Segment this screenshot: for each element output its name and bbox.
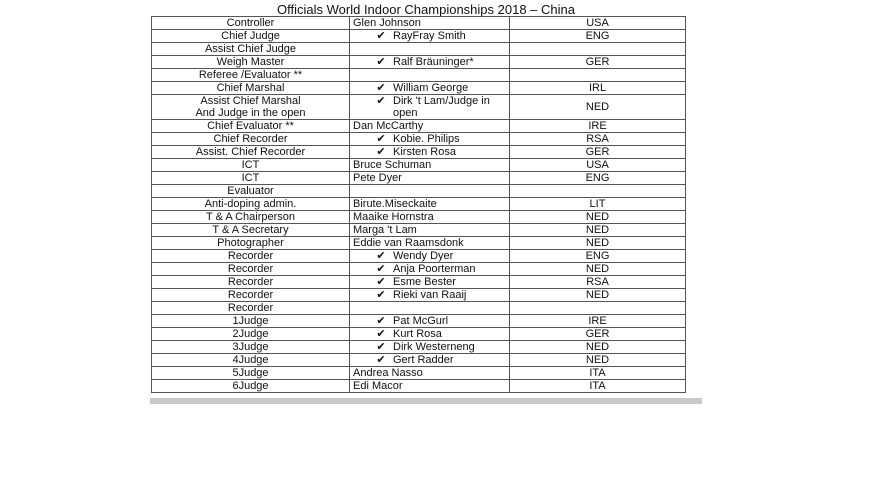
name-line <box>353 276 506 288</box>
name-line <box>353 354 506 366</box>
official-name: Wendy Dyer <box>393 250 454 262</box>
nationality-cell: NED <box>510 341 686 354</box>
official-name: Anja Poorterman <box>393 263 476 275</box>
checkmark-icon: ✔ <box>376 82 386 94</box>
name-cell <box>350 354 510 367</box>
role-cell <box>152 120 350 133</box>
name-line <box>353 341 506 353</box>
nationality-cell: USA <box>510 17 686 30</box>
official-name: open <box>393 107 418 119</box>
name-line <box>353 146 506 158</box>
nationality-cell: LIT <box>510 198 686 211</box>
role-cell <box>152 263 350 276</box>
checkmark-icon: ✔ <box>376 328 386 340</box>
name-cell <box>350 95 510 120</box>
checkmark-icon: ✔ <box>376 341 386 353</box>
role-label: Recorder <box>227 250 274 262</box>
role-cell <box>152 224 350 237</box>
official-name: Gert Radder <box>393 354 454 366</box>
official-name: Rieki van Raaij <box>393 289 467 301</box>
table-row <box>152 56 686 69</box>
role-cell <box>152 198 350 211</box>
name-line <box>353 133 506 145</box>
nationality-cell <box>510 69 686 82</box>
table-row <box>152 289 686 302</box>
name-cell <box>350 69 510 82</box>
name-cell <box>350 250 510 263</box>
name-cell <box>350 237 510 250</box>
name-line <box>353 172 506 184</box>
official-name: Birute.Miseckaite <box>353 198 437 210</box>
role-label: ICT <box>241 159 260 171</box>
table-row <box>152 185 686 198</box>
document-page <box>150 0 702 404</box>
name-line <box>353 120 506 132</box>
checkmark-icon: ✔ <box>376 263 386 275</box>
table-row <box>152 95 686 120</box>
checkmark-icon: ✔ <box>376 276 386 288</box>
table-row <box>152 263 686 276</box>
name-line <box>353 211 506 223</box>
table-row <box>152 315 686 328</box>
nationality-cell <box>510 185 686 198</box>
name-cell <box>350 159 510 172</box>
officials-table <box>151 16 686 393</box>
nationality-cell: IRL <box>510 82 686 95</box>
name-line <box>353 198 506 210</box>
name-line <box>353 263 506 275</box>
nationality-cell <box>510 43 686 56</box>
official-name: Pete Dyer <box>353 172 402 184</box>
checkmark-icon: ✔ <box>376 30 386 42</box>
name-line <box>353 30 506 42</box>
role-cell <box>152 17 350 30</box>
name-line <box>353 367 506 379</box>
role-label: Assist Chief Marshal <box>200 95 301 107</box>
nationality-cell: NED <box>510 211 686 224</box>
official-name: Marga 't Lam <box>353 224 417 236</box>
role-label: T & A Chairperson <box>205 211 296 223</box>
role-cell <box>152 185 350 198</box>
role-cell <box>152 133 350 146</box>
nationality-cell: NED <box>510 354 686 367</box>
table-row <box>152 82 686 95</box>
name-cell <box>350 302 510 315</box>
name-line <box>353 380 506 392</box>
name-cell <box>350 289 510 302</box>
nationality-cell: NED <box>510 95 686 120</box>
official-name: Pat McGurl <box>393 315 449 327</box>
role-label: 5Judge <box>232 367 269 379</box>
role-cell <box>152 237 350 250</box>
official-name: Ralf Bräuninger* <box>393 56 474 68</box>
table-row <box>152 159 686 172</box>
name-line <box>353 159 506 171</box>
name-cell <box>350 82 510 95</box>
official-name: Maaike Hornstra <box>353 211 434 223</box>
nationality-cell: RSA <box>510 133 686 146</box>
role-cell <box>152 354 350 367</box>
table-row <box>152 367 686 380</box>
role-cell <box>152 43 350 56</box>
name-cell <box>350 172 510 185</box>
name-line <box>353 82 506 94</box>
role-label: Evaluator <box>227 185 274 197</box>
checkmark-icon: ✔ <box>376 56 386 68</box>
official-name: Dirk 't Lam/Judge in <box>393 95 490 107</box>
role-cell <box>152 302 350 315</box>
role-label: 6Judge <box>232 380 269 392</box>
checkmark-icon: ✔ <box>376 250 386 262</box>
table-row <box>152 211 686 224</box>
nationality-cell <box>510 302 686 315</box>
name-line <box>353 56 506 68</box>
name-line <box>353 315 506 327</box>
name-cell <box>350 367 510 380</box>
role-label: Recorder <box>227 302 274 314</box>
name-cell <box>350 30 510 43</box>
table-row <box>152 198 686 211</box>
role-label: Referee /Evaluator ** <box>198 69 303 81</box>
official-name: Dirk Westerneng <box>393 341 475 353</box>
role-label: And Judge in the open <box>195 107 306 119</box>
official-name: Kurt Rosa <box>393 328 442 340</box>
name-cell <box>350 328 510 341</box>
role-label: Recorder <box>227 263 274 275</box>
checkmark-icon: ✔ <box>376 133 386 145</box>
role-cell <box>152 159 350 172</box>
role-cell <box>152 172 350 185</box>
nationality-cell: GER <box>510 328 686 341</box>
name-line <box>353 95 506 107</box>
nationality-cell: IRE <box>510 120 686 133</box>
table-row <box>152 302 686 315</box>
role-label: Chief Evaluator ** <box>207 120 294 132</box>
nationality-cell: RSA <box>510 276 686 289</box>
table-row <box>152 146 686 159</box>
nationality-cell: GER <box>510 56 686 69</box>
role-label: Recorder <box>227 276 274 288</box>
role-label: Assist. Chief Recorder <box>195 146 306 158</box>
nationality-cell: ENG <box>510 250 686 263</box>
name-cell <box>350 380 510 393</box>
nationality-cell: USA <box>510 159 686 172</box>
role-label: Controller <box>226 17 275 29</box>
checkmark-icon: ✔ <box>376 315 386 327</box>
name-cell <box>350 146 510 159</box>
checkmark-icon: ✔ <box>376 289 386 301</box>
table-row <box>152 250 686 263</box>
role-label: ICT <box>241 172 260 184</box>
role-cell <box>152 315 350 328</box>
table-row <box>152 43 686 56</box>
table-row <box>152 224 686 237</box>
name-line <box>353 328 506 340</box>
role-label: Weigh Master <box>216 56 285 68</box>
table-row <box>152 354 686 367</box>
name-line <box>353 237 506 249</box>
name-line <box>353 250 506 262</box>
official-name: Glen Johnson <box>353 17 421 29</box>
name-cell <box>350 211 510 224</box>
nationality-cell: NED <box>510 224 686 237</box>
role-cell <box>152 380 350 393</box>
role-cell <box>152 30 350 43</box>
official-name: Edi Macor <box>353 380 403 392</box>
role-cell <box>152 146 350 159</box>
official-name: Bruce Schuman <box>353 159 432 171</box>
role-cell <box>152 367 350 380</box>
role-label: Chief Recorder <box>213 133 288 145</box>
nationality-cell: ENG <box>510 172 686 185</box>
role-label: 2Judge <box>232 328 269 340</box>
role-label: Photographer <box>217 237 284 249</box>
nationality-cell: ENG <box>510 30 686 43</box>
name-cell <box>350 43 510 56</box>
role-cell <box>152 328 350 341</box>
role-cell <box>152 341 350 354</box>
table-row <box>152 276 686 289</box>
role-cell <box>152 69 350 82</box>
name-line <box>353 107 506 119</box>
nationality-cell: ITA <box>510 380 686 393</box>
name-cell <box>350 198 510 211</box>
table-row <box>152 17 686 30</box>
table-row <box>152 341 686 354</box>
official-name: Dan McCarthy <box>353 120 424 132</box>
name-cell <box>350 120 510 133</box>
table-row <box>152 133 686 146</box>
name-cell <box>350 56 510 69</box>
role-cell <box>152 211 350 224</box>
nationality-cell: ITA <box>510 367 686 380</box>
table-row <box>152 120 686 133</box>
name-line <box>353 289 506 301</box>
official-name: William George <box>393 82 469 94</box>
role-label: Chief Judge <box>221 30 280 42</box>
table-row <box>152 328 686 341</box>
name-cell <box>350 224 510 237</box>
checkmark-icon: ✔ <box>376 354 386 366</box>
table-row <box>152 69 686 82</box>
role-label: Chief Marshal <box>216 82 285 94</box>
table-row <box>152 237 686 250</box>
name-cell <box>350 341 510 354</box>
role-label: 4Judge <box>232 354 269 366</box>
role-cell <box>152 289 350 302</box>
nationality-cell: IRE <box>510 315 686 328</box>
role-label: 3Judge <box>232 341 269 353</box>
official-name: Kirsten Rosa <box>393 146 456 158</box>
nationality-cell: GER <box>510 146 686 159</box>
nationality-cell: NED <box>510 263 686 276</box>
name-cell <box>350 315 510 328</box>
role-label: T & A Secretary <box>212 224 289 236</box>
name-cell <box>350 133 510 146</box>
role-label: 1Judge <box>232 315 269 327</box>
role-label: Anti-doping admin. <box>204 198 297 210</box>
checkmark-icon: ✔ <box>376 146 386 158</box>
nationality-cell: NED <box>510 237 686 250</box>
name-line <box>353 224 506 236</box>
role-cell <box>152 95 350 120</box>
officials-table-body <box>152 17 686 393</box>
name-cell <box>350 276 510 289</box>
role-label: Recorder <box>227 289 274 301</box>
checkmark-icon: ✔ <box>376 95 386 107</box>
document-title: Officials World Indoor Championships 2018 – China <box>277 2 575 17</box>
official-name: Eddie van Raamsdonk <box>353 237 464 249</box>
role-cell <box>152 250 350 263</box>
nationality-cell: NED <box>510 289 686 302</box>
table-row <box>152 172 686 185</box>
name-cell <box>350 185 510 198</box>
official-name: Esme Bester <box>393 276 456 288</box>
official-name: RayFray Smith <box>393 30 466 42</box>
official-name: Kobie. Philips <box>393 133 460 145</box>
role-cell <box>152 276 350 289</box>
table-row <box>152 380 686 393</box>
role-label: Assist Chief Judge <box>204 43 297 55</box>
official-name: Andrea Nasso <box>353 367 423 379</box>
name-cell <box>350 17 510 30</box>
name-line <box>353 17 506 29</box>
page-bottom-edge <box>150 398 702 404</box>
role-cell <box>152 82 350 95</box>
role-cell <box>152 56 350 69</box>
name-cell <box>350 263 510 276</box>
table-row <box>152 30 686 43</box>
